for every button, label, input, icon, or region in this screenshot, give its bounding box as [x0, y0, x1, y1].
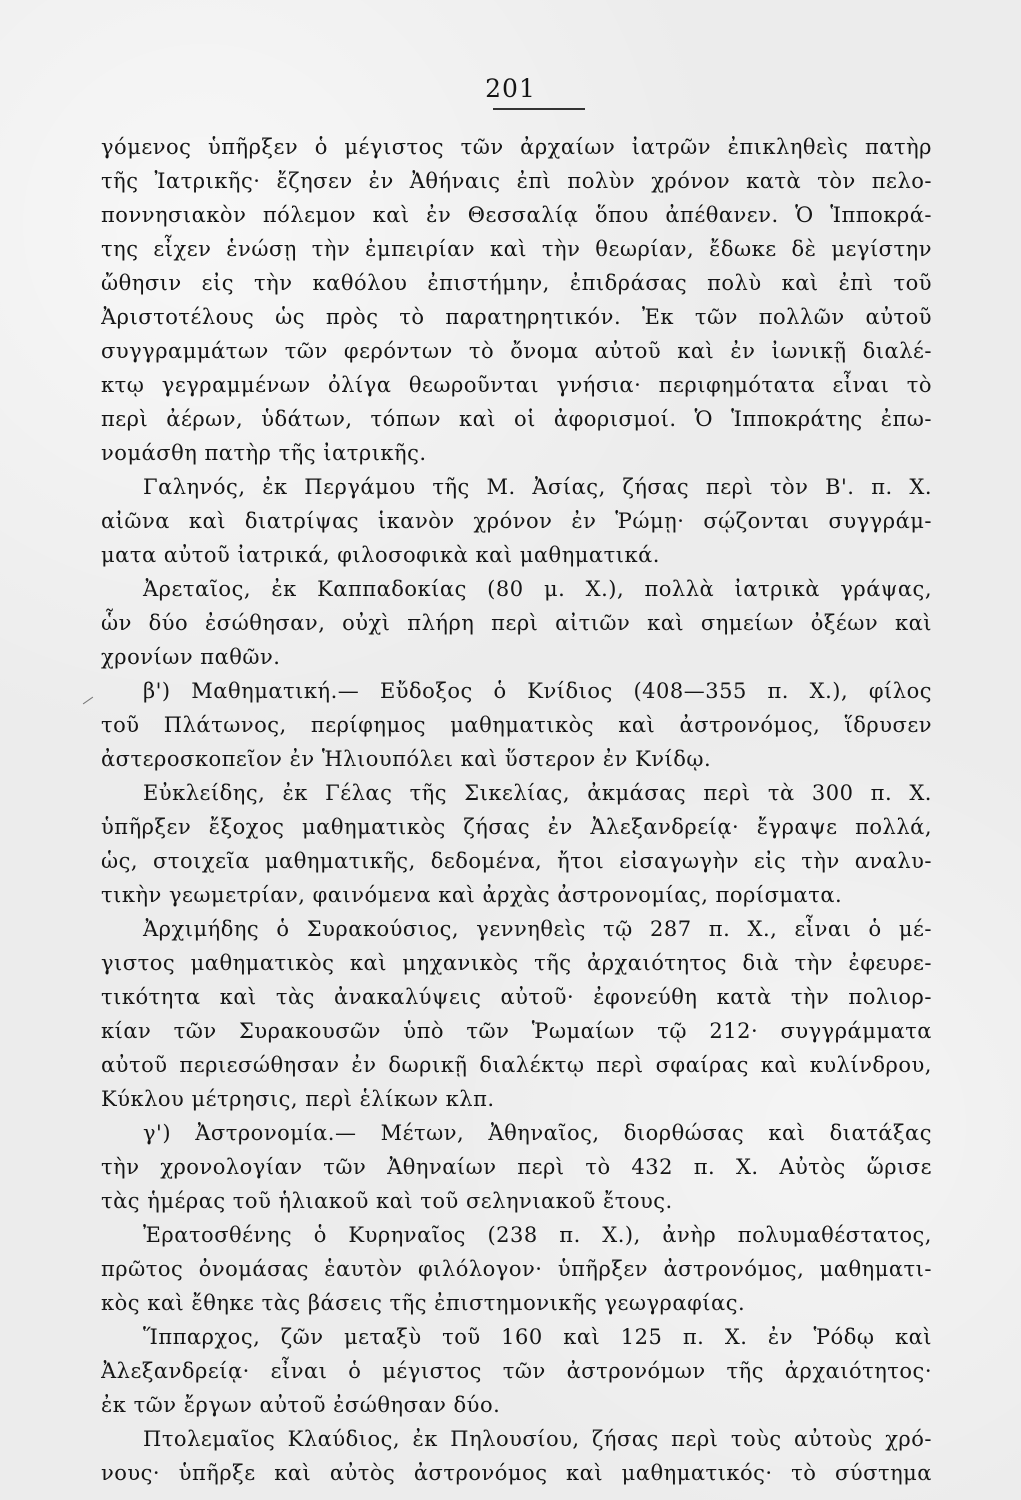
text-line-12: αἰῶνα καὶ διατρίψας ἱκανὸν χρόνον ἐν Ῥώμῃ· σῴζονται συγγράμ- — [101, 509, 932, 533]
body-text — [101, 130, 932, 1490]
text-line-24: Ἀρχιμήδης ὁ Συρακούσιος, γεννηθεὶς τῷ 287 π. Χ., εἶναι ὁ μέ- — [143, 917, 932, 941]
text-line-32: τὰς ἡμέρας τοῦ ἡλιακοῦ καὶ τοῦ σεληνιακοῦ ἔτους. — [101, 1189, 673, 1213]
text-line-30: γ') Ἀστρονομία.— Μέτων, Ἀθηναῖος, διορθώσας καὶ διατάξας — [143, 1121, 932, 1145]
text-line-34: πρῶτος ὀνομάσας ἑαυτὸν φιλόλογον· ὑπῆρξεν ἀστρονόμος, μαθηματι- — [101, 1257, 932, 1281]
text-line-8: κτῳ γεγραμμένων ὀλίγα θεωροῦνται γνήσια· περιφημότατα εἶναι τὸ — [101, 373, 932, 397]
text-line-3: ποννησιακὸν πόλεμον καὶ ἐν Θεσσαλίᾳ ὅπου ἀπέθανεν. Ὁ Ἱπποκρά- — [101, 203, 932, 227]
text-line-4: της εἶχεν ἑνώσῃ τὴν ἐμπειρίαν καὶ τὴν θεωρίαν, ἔδωκε δὲ μεγίστην — [101, 237, 932, 261]
text-line-23: τικὴν γεωμετρίαν, φαινόμενα καὶ ἀρχὰς ἀστρονομίας, πορίσματα. — [101, 883, 843, 907]
text-line-22: ὡς, στοιχεῖα μαθηματικῆς, δεδομένα, ἤτοι εἰσαγωγὴν εἰς τὴν αναλυ- — [101, 849, 932, 873]
text-line-37: Ἀλεξανδρείᾳ· εἶναι ὁ μέγιστος τῶν ἀστρονόμων τῆς ἀρχαιότητος· — [101, 1359, 932, 1383]
text-line-25: γιστος μαθηματικὸς καὶ μηχανικὸς τῆς ἀρχαιότητος διὰ τὴν ἐφευρε- — [101, 951, 932, 975]
text-line-6: Ἀριστοτέλους ὡς πρὸς τὸ παρατηρητικόν. Ἐκ τῶν πολλῶν αὐτοῦ — [101, 305, 932, 329]
text-line-14: Ἀρεταῖος, ἐκ Καππαδοκίας (80 μ. Χ.), πολλὰ ἰατρικὰ γράψας, — [143, 577, 932, 601]
text-line-26: τικότητα καὶ τὰς ἀνακαλύψεις αὐτοῦ· ἐφονεύθη κατὰ τὴν πολιορ- — [101, 985, 932, 1009]
text-line-16: χρονίων παθῶν. — [101, 645, 281, 669]
text-line-1: γόμενος ὑπῆρξεν ὁ μέγιστος τῶν ἀρχαίων ἰατρῶν ἐπικληθεὶς πατὴρ — [101, 135, 932, 159]
text-line-5: ὤθησιν εἰς τὴν καθόλου ἐπιστήμην, ἐπιδράσας πολὺ καὶ ἐπὶ τοῦ — [101, 271, 932, 295]
text-line-38: ἐκ τῶν ἔργων αὐτοῦ ἐσώθησαν δύο. — [101, 1393, 501, 1417]
text-line-36: Ἵππαρχος, ζῶν μεταξὺ τοῦ 160 καὶ 125 π. Χ. ἐν Ῥόδῳ καὶ — [143, 1325, 932, 1349]
text-line-27: κίαν τῶν Συρακουσῶν ὑπὸ τῶν Ῥωμαίων τῷ 212· συγγράμματα — [101, 1019, 932, 1043]
text-line-10: νομάσθη πατὴρ τῆς ἰατρικῆς. — [101, 441, 427, 465]
text-line-29: Κύκλου μέτρησις, περὶ ἑλίκων κλπ. — [101, 1087, 495, 1111]
text-line-15: ὧν δύο ἐσώθησαν, οὐχὶ πλήρη περὶ αἰτιῶν καὶ σημείων ὀξέων καὶ — [101, 611, 932, 635]
text-line-18: τοῦ Πλάτωνος, περίφημος μαθηματικὸς καὶ ἀστρονόμος, ἵδρυσεν — [101, 713, 932, 737]
text-line-33: Ἐρατοσθένης ὁ Κυρηναῖος (238 π. Χ.), ἀνὴρ πολυμαθέστατος, — [143, 1223, 932, 1247]
text-line-11: Γαληνός, ἐκ Περγάμου τῆς Μ. Ἀσίας, ζήσας περὶ τὸν Β'. π. Χ. — [143, 475, 932, 499]
text-line-40: νους· ὑπῆρξε καὶ αὐτὸς ἀστρονόμος καὶ μαθηματικός· τὸ σύστημα — [101, 1461, 932, 1485]
text-line-13: ματα αὐτοῦ ἰατρικά, φιλοσοφικὰ καὶ μαθηματικά. — [101, 543, 660, 567]
text-line-9: περὶ ἀέρων, ὑδάτων, τόπων καὶ οἱ ἀφορισμοί. Ὁ Ἱπποκράτης ἐπω- — [101, 407, 932, 431]
text-line-2: τῆς Ἰατρικῆς· ἔζησεν ἐν Ἀθήναις ἐπὶ πολὺν χρόνον κατὰ τὸν πελο- — [101, 169, 932, 193]
text-line-31: τὴν χρονολογίαν τῶν Ἀθηναίων περὶ τὸ 432 π. Χ. Αὐτὸς ὥρισε — [101, 1155, 932, 1179]
text-line-35: κὸς καὶ ἔθηκε τὰς βάσεις τῆς ἐπιστημονικῆς γεωγραφίας. — [101, 1291, 746, 1315]
margin-mark — [83, 697, 93, 705]
page-number-rule — [493, 108, 585, 110]
text-line-28: αὐτοῦ περιεσώθησαν ἐν δωρικῇ διαλέκτῳ περὶ σφαίρας καὶ κυλίνδρου, — [101, 1053, 932, 1077]
text-line-20: Εὐκλείδης, ἐκ Γέλας τῆς Σικελίας, ἀκμάσας περὶ τὰ 300 π. Χ. — [143, 781, 932, 805]
text-line-39: Πτολεμαῖος Κλαύδιος, ἐκ Πηλουσίου, ζήσας περὶ τοὺς αὐτοὺς χρό- — [143, 1427, 932, 1451]
text-line-17: β') Μαθηματική.— Εὔδοξος ὁ Κνίδιος (408—355 π. Χ.), φίλος — [143, 679, 932, 703]
page-number: 201 — [485, 74, 536, 103]
text-line-7: συγγραμμάτων τῶν φερόντων τὸ ὄνομα αὐτοῦ καὶ ἐν ἰωνικῇ διαλέ- — [101, 339, 932, 363]
text-line-21: ὑπῆρξεν ἔξοχος μαθηματικὸς ζήσας ἐν Ἀλεξανδρείᾳ· ἔγραψε πολλά, — [101, 815, 932, 839]
text-line-19: ἀστεροσκοπεῖον ἐν Ἡλιουπόλει καὶ ὕστερον ἐν Κνίδῳ. — [101, 747, 712, 771]
